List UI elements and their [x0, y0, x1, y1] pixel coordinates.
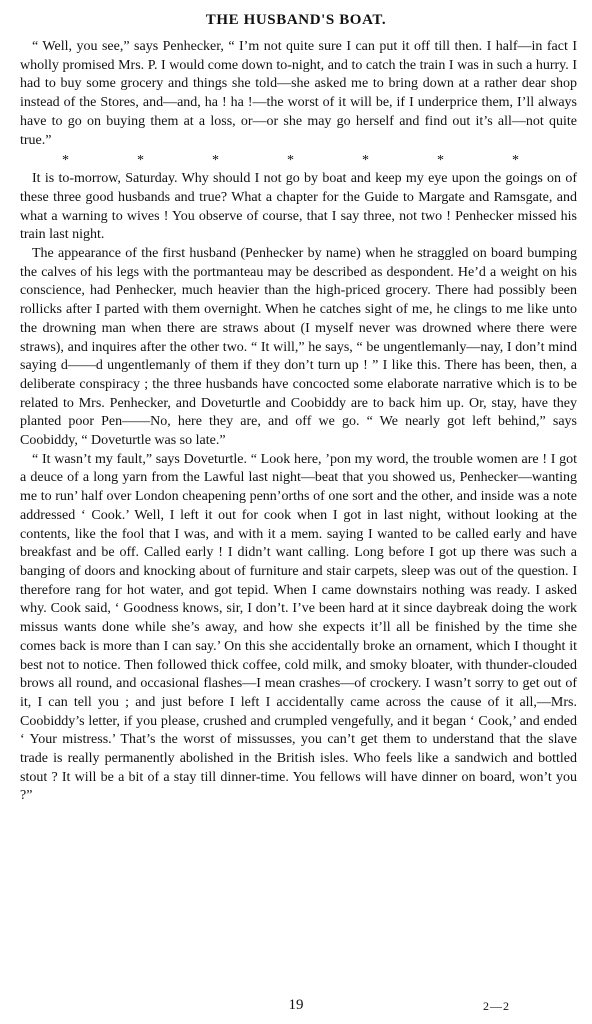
paragraph-3: The appearance of the first husband (Penhecker by name) when he straggled on board bumping the calves of his legs with the portmanteau may be described as despondent. He’d a weight on his conscience, had Penhecker, much heavier than the high-priced grocery. There had possibly been rollicks after I parted with them overnight. When he catches sight of me, he clings to me like unto the drowning man when there are straws about (I myself never was drowned where there were straws), and inquires after the other two. “ It will,” he says, “ be ungentlemanly—nay, I don’t mind saying d——d ungentlemanly of them if they don’t turn up ! ” I like this. There has been, then, a deliberate conspiracy ; the three husbands have concocted some elaborate narrative which is to be related to Mrs. Penhecker, and Doveturtle and Coobiddy are to back him up. Or, stay, have they planted poor Pen——No, here they are, and off we go. “ We nearly got left behind,” says Coobiddy, “ Doveturtle was so late.”	[20, 246, 577, 449]
running-head-title: THE HUSBAND'S BOAT.	[205, 12, 387, 28]
asterisk: *	[437, 153, 444, 169]
asterisk: *	[137, 153, 144, 169]
page-number: 19	[288, 997, 304, 1013]
signature-mark: 2—2	[483, 999, 510, 1013]
paragraph-4: “ It wasn’t my fault,” says Doveturtle. “ Look here, ’pon my word, the trouble women are ! I got a deuce of a long yarn from the Lawful last night—beat that you showed us, Penhecker—wanting me to run’ half over London cheapening penn’orths of one sort and the other, and inside was a note addressed ‘ Cook.’ Well, I left it out for cook when I got in last night, without looking at the contents, like the fool that I was, and with it a mem. saying I wanted to be called early and have breakfast and be off. Called early ! I didn’t want calling. Long before I got up there was such a banging of doors and knocking about of furniture and stair carpets, sleep was out of the question. I therefore rang for hot water, and got tepid. When I came downstairs nothing was ready. I asked why. Cook said, ‘ Goodness knows, sir, I don’t. I’ve been hard at it since daybreak doing the work missus wants done while she’s away, and how she expects it’ll all be finished by the time she comes back is more than I can say.’ On this she accidentally broke an ornament, which I thought it best not to notice. Then followed thick coffee, cold milk, and smoky bloater, with thunder-clouded brows all round, and occasional flashes—I mean crashes—of crockery. I wasn’t sorry to get out of it, I can tell you ; and just before I left I accidentally came across the cause of it all,—Mrs. Coobiddy’s letter, if you please, crushed and crumpled vengefully, and it began ‘ Cook,’ and ended ‘ Your mistress.’ That’s the worst of missusses, you can’t get them to understand that the slave trade is really permanently abolished in the British isles. Who feels like a sandwich and bottled stout ? It will be a bit of a stay till dinner-time. You fellows will have dinner on board, won’t you ?”	[20, 451, 577, 804]
body-text	[20, 38, 577, 806]
asterisk: *	[212, 153, 219, 169]
paragraph-2: It is to-morrow, Saturday. Why should I not go by boat and keep my eye upon the goings on of these three good husbands and true? What a chapter for the Guide to Margate and Ramsgate, and what a warning to wives ! You observe of course, that I say three, not two ! Penhecker missed his train last night.	[20, 171, 577, 243]
asterisk: *	[287, 153, 294, 169]
asterisk: *	[62, 153, 69, 169]
paragraph-1: “ Well, you see,” says Penhecker, “ I’m not quite sure I can put it off till then. I half—in fact I wholly promised Mrs. P. I would come down to-night, and to catch the train I was in such a hurry. I had to buy some grocery and things she told—she asked me to bring down at a rather dear shop instead of the Stores, and—and, ha ! ha !—the worst of it will be, if I underprice them, I’ll always have to go on buying them at a loss, or—or she may go herself and find out it’s all—not quite true.”	[20, 39, 577, 148]
asterisk: *	[512, 153, 519, 169]
asterisk: *	[362, 153, 369, 169]
section-break-asterisks	[20, 150, 577, 170]
